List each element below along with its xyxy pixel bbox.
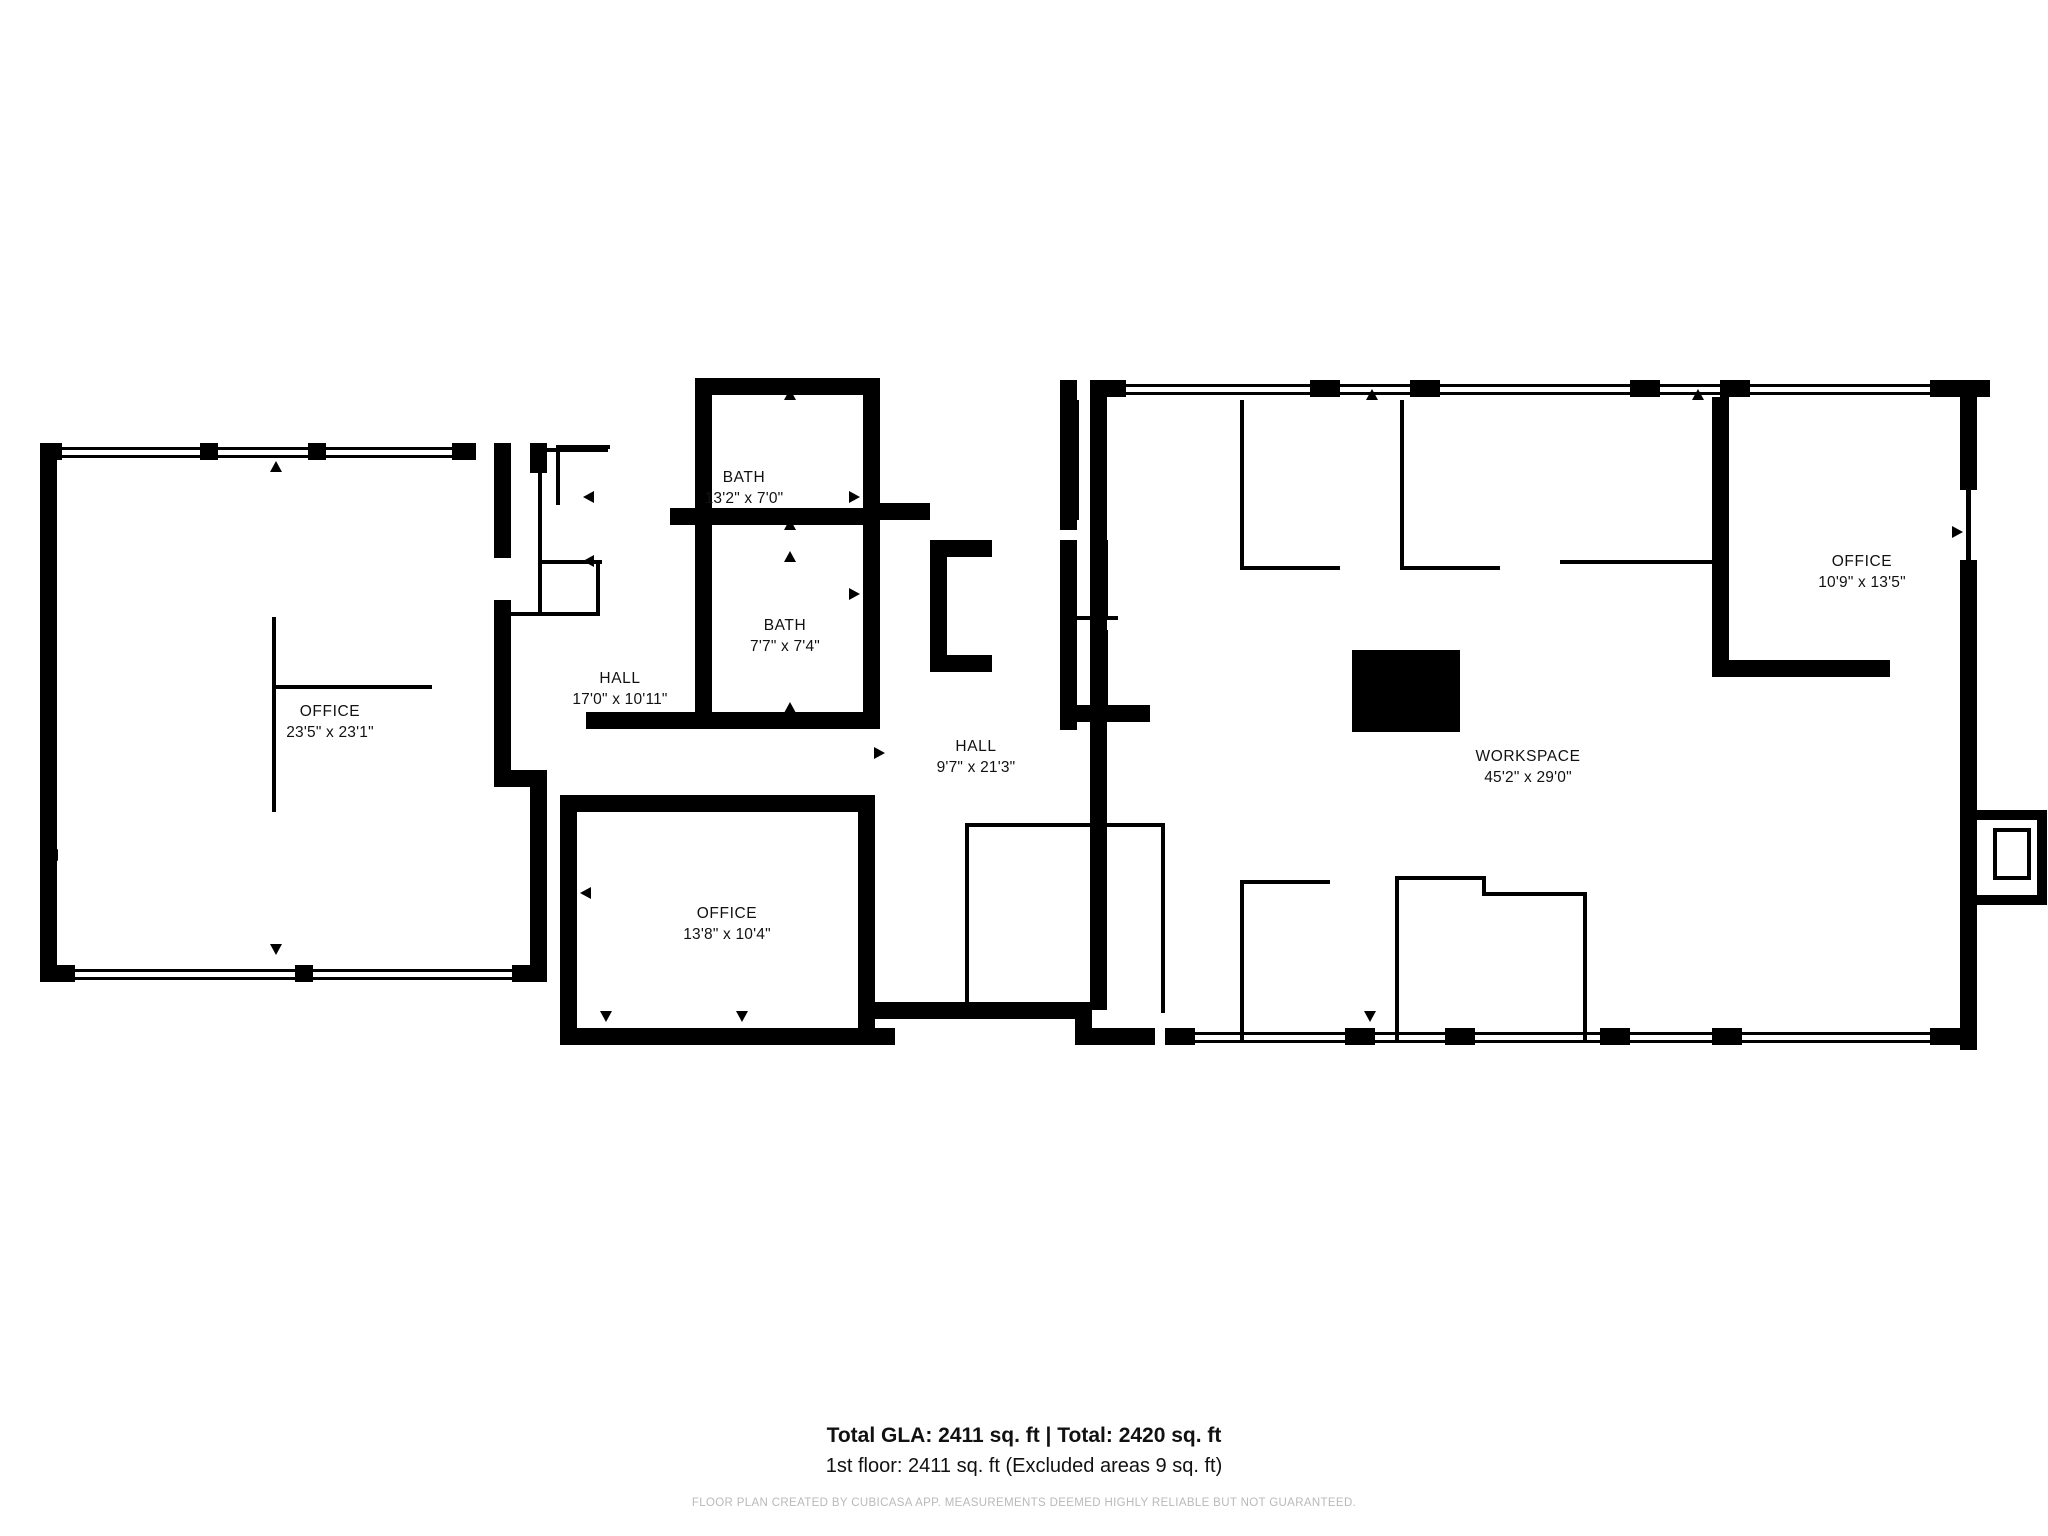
room-dimensions: 9'7" x 21'3": [936, 759, 1016, 776]
room-dimensions: 45'2" x 29'0": [1484, 769, 1572, 786]
room-name: BATH: [722, 469, 766, 487]
app-credit-text: FLOOR PLAN CREATED BY CUBICASA APP. MEASUREMENTS DEEMED HIGHLY RELIABLE BUT NOT GUARANTEED.: [691, 1497, 1357, 1509]
room-dimensions: 10'9" x 13'5": [1818, 574, 1906, 591]
room-name: BATH: [763, 617, 807, 635]
room-name: OFFICE: [696, 905, 758, 923]
room-dimensions: 23'5" x 23'1": [286, 724, 374, 741]
room-name: OFFICE: [1831, 553, 1893, 571]
room-name: OFFICE: [299, 703, 361, 721]
room-name: WORKSPACE: [1475, 748, 1581, 766]
room-dimensions: 13'2" x 7'0": [704, 490, 784, 507]
total-area-summary: Total GLA: 2411 sq. ft | Total: 2420 sq. ft: [826, 1424, 1222, 1447]
room-dimensions: 7'7" x 7'4": [750, 638, 820, 655]
floor-area-breakdown: 1st floor: 2411 sq. ft (Excluded areas 9 sq. ft): [825, 1455, 1223, 1477]
exterior-walls: [40, 378, 2047, 1050]
room-dimensions: 13'8" x 10'4": [683, 926, 771, 943]
room-dimensions: 17'0" x 10'11": [572, 691, 668, 708]
room-name: HALL: [599, 670, 641, 688]
room-name: HALL: [955, 738, 997, 756]
door-markers: [47, 389, 1963, 1022]
